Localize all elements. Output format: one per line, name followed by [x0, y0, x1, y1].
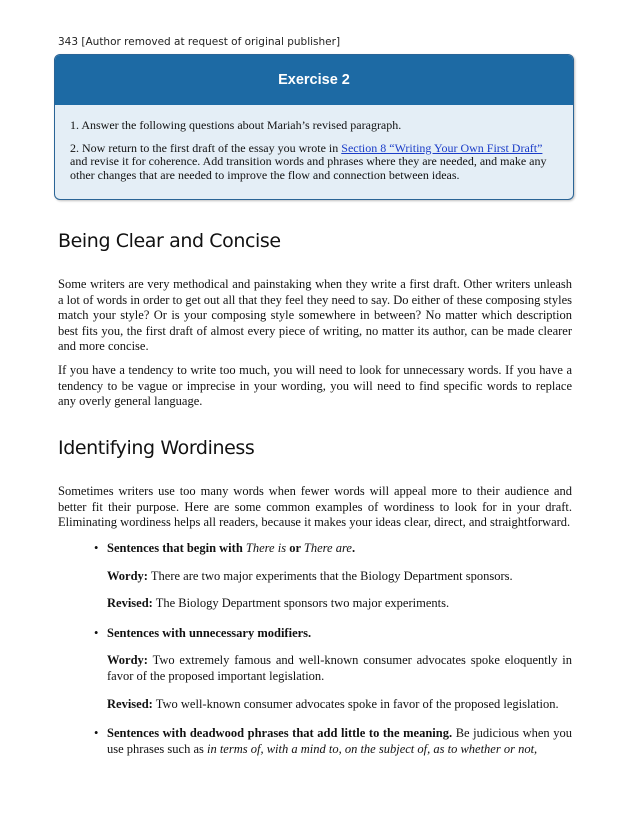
list-item-title: [107, 626, 572, 642]
wordy-example: [107, 569, 572, 585]
exercise-body: [55, 105, 573, 182]
italic-phrase: There is: [245, 541, 287, 555]
exercise-item-1: 1. Answer the following questions about Mariah’s revised paragraph.: [70, 118, 402, 132]
italic-phrase: There are: [303, 541, 352, 555]
bullet-marker: •: [94, 625, 99, 640]
lead-text: .: [351, 541, 356, 555]
exercise-item-2-text-end: and revise it for coherence. Add transition words and phrases where they are needed, and make any other changes that are needed to improve the flow and connection between ideas.: [70, 154, 547, 182]
wordy-label: Wordy:: [107, 568, 148, 583]
list-item-title: [107, 726, 572, 757]
heading-being-clear-and-concise: Being Clear and Concise: [58, 230, 281, 252]
revised-text: The Biology Department sponsors two major experiments.: [152, 596, 450, 611]
bullet-marker: •: [94, 541, 99, 555]
italic-phrases: in terms of, with a mind to, on the subject of, as to whether or not,: [206, 741, 538, 756]
bullet-marker: •: [94, 726, 99, 741]
wordy-text: There are two major experiments that the Biology Department sponsors.: [147, 568, 513, 583]
exercise-box: [54, 54, 574, 200]
revised-example: [107, 697, 572, 713]
revised-example: [107, 596, 572, 612]
lead-text: or: [286, 541, 304, 555]
lead-text: Sentences with deadwood phrases that add little to the meaning.: [107, 726, 453, 741]
paragraph-wordiness-intro: Sometimes writers use too many words when fewer words will appeal more to their audience and better fit their purpose. Here are some common examples of wordiness to look for in your draft. Eliminating wordiness helps all readers, because it makes your ideas clear, direct, and straightforward.: [58, 484, 572, 530]
list-item-modifiers: [58, 626, 572, 712]
exercise-title: Exercise 2: [55, 55, 573, 105]
list-item-deadwood: [58, 726, 572, 757]
running-header: 343 [Author removed at request of original publisher]: [58, 36, 341, 48]
paragraph-tendency: If you have a tendency to write too much, you will need to look for unnecessary words. If you have a tendency to be vague or imprecise in your wording, you will need to find specific words to replace any overly general language.: [58, 363, 572, 409]
exercise-item-2: [70, 142, 558, 183]
wordiness-list: [58, 541, 572, 757]
paragraph-composing-styles: Some writers are very methodical and painstaking when they write a first draft. Other writers unleash a lot of words in order to get out all that they feel they need to say. Do either of these composing styles match your style? Or is your composing style somewhere in between? No matter which description best fits you, the first draft of almost every piece of writing, no matter its author, can be made clearer and more concise.: [58, 277, 572, 354]
section-8-link[interactable]: Section 8 “Writing Your Own First Draft”: [341, 140, 543, 155]
heading-identifying-wordiness: Identifying Wordiness: [58, 437, 255, 459]
list-item-there-is: [58, 541, 572, 612]
revised-text: Two well-known consumer advocates spoke in favor of the proposed legislation.: [152, 696, 559, 711]
lead-text: Sentences that begin with: [107, 541, 246, 555]
wordy-label: Wordy:: [107, 653, 148, 668]
revised-label: Revised:: [107, 596, 153, 611]
lead-text: Sentences with unnecessary modifiers.: [107, 625, 312, 640]
revised-label: Revised:: [107, 696, 153, 711]
wordy-text: Two extremely famous and well-known consumer advocates spoke eloquently in favor of the proposed important legislation.: [107, 653, 572, 683]
list-item-title: [107, 541, 572, 557]
exercise-item-2-text-start: 2. Now return to the first draft of the essay you wrote in: [70, 140, 342, 155]
wordy-example: [107, 653, 572, 684]
body-text: Be judicious when you use phrases such as: [107, 726, 572, 756]
